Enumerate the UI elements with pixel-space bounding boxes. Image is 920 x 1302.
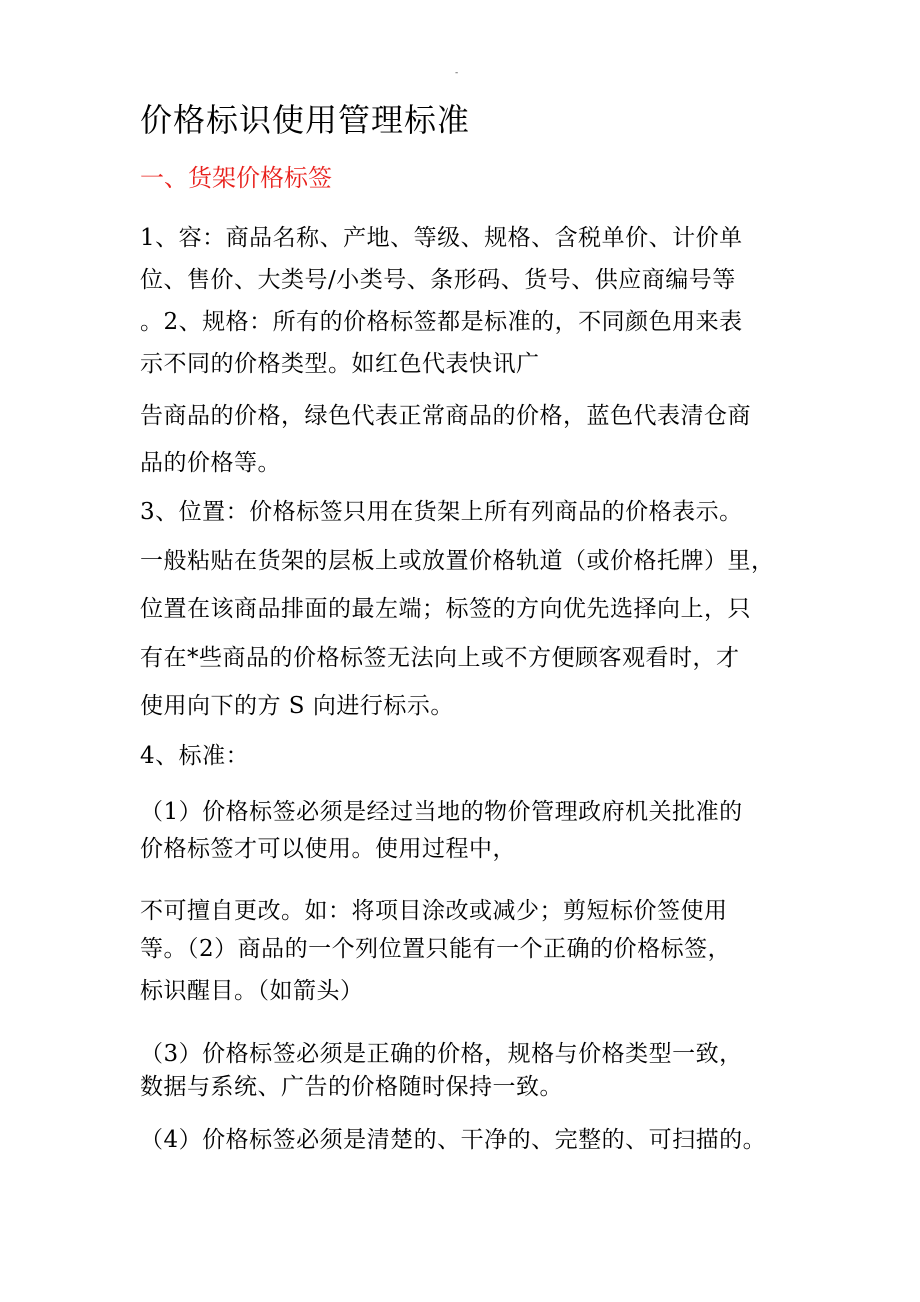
paragraph-line: 位、售价、大类号/小类号、条形码、货号、供应商编号等 [140,267,736,293]
paragraph-line: 一般粘贴在货架的层板上或放置价格轨道（或价格托牌）里， [140,548,775,574]
paragraph-line: 有在*些商品的价格标签无法向上或不方便顾客观看时，才 [140,645,740,671]
section-heading: 一、货架价格标签 [140,164,332,192]
paragraph-line: 价格标签才可以使用。使用过程中， [140,836,516,862]
paragraph-line: （4）价格标签必须是清楚的、干净的、完整的、可扫描的。 [140,1127,767,1153]
paragraph-line: 4、标准： [140,743,250,769]
paragraph-line: 告商品的价格，绿色代表正常商品的价格，蓝色代表清仓商 [140,403,751,429]
paragraph-line: 示不同的价格类型。如红色代表快讯广 [140,351,540,377]
paragraph-line: 使用向下的方 S 向进行标示。 [140,693,454,719]
paragraph-line: 标识醒目。（如箭头） [140,978,364,1004]
paragraph-line: 品的价格等。 [140,450,281,476]
paragraph-line: 数据与系统、广告的价格随时保持一致。 [140,1074,563,1100]
paragraph-line: 不可擅自更改。如：将项目涂改或减少；剪短标价签使用 [140,898,728,924]
header-mark: - [455,68,459,78]
paragraph-line: （3）价格标签必须是正确的价格，规格与价格类型一致， [140,1041,743,1067]
document-title: 价格标识使用管理标准 [140,101,471,139]
paragraph-line: 等。（2）商品的一个列位置只能有一个正确的价格标签， [140,936,732,962]
paragraph-line: 。2、规格：所有的价格标签都是标准的，不同颜色用来表 [140,309,743,335]
paragraph-line: 3、位置：价格标签只用在货架上所有列商品的价格表示。 [140,499,743,525]
paragraph-line: （1）价格标签必须是经过当地的物价管理政府机关批准的 [140,799,743,825]
paragraph-line: 1、容：商品名称、产地、等级、规格、含税单价、计价单 [140,225,743,251]
paragraph-line: 位置在该商品排面的最左端；标签的方向优先选择向上，只 [140,596,751,622]
